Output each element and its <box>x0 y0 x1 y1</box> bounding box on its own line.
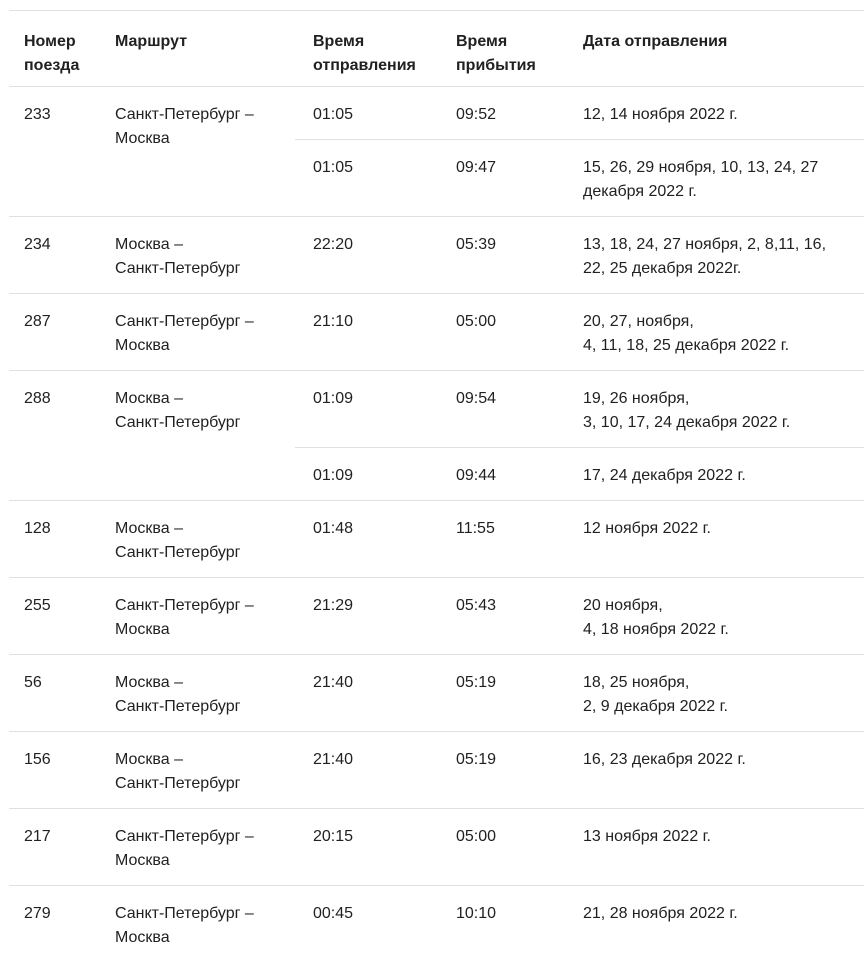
departure-dates <box>583 748 844 772</box>
departure-dates <box>583 387 844 435</box>
train-number: 56 <box>24 674 42 691</box>
train-number: 234 <box>24 236 51 253</box>
schedule-leg <box>295 732 864 784</box>
row-legs <box>295 655 864 731</box>
row-legs <box>295 371 864 500</box>
text-line: Санкт-Петербург – <box>115 905 254 922</box>
column-header-departure-time <box>295 30 456 78</box>
table-row <box>9 731 864 808</box>
table-row <box>9 293 864 370</box>
text-line: Номер <box>24 33 76 50</box>
train-route <box>115 655 295 731</box>
train-number: 156 <box>24 751 51 768</box>
text-line: Санкт-Петербург <box>115 544 241 561</box>
text-line: прибытия <box>456 57 536 74</box>
arrival-time: 05:00 <box>456 313 497 330</box>
text-line: Время <box>313 33 365 50</box>
departure-time: 01:05 <box>313 159 354 176</box>
departure-dates <box>583 310 844 358</box>
table-row <box>9 370 864 500</box>
schedule-leg <box>295 578 864 654</box>
train-route <box>115 732 295 808</box>
schedule-leg <box>295 886 864 938</box>
text-line: 4, 18 ноября 2022 г. <box>583 621 729 638</box>
text-line: 22, 25 декабря 2022г. <box>583 260 742 277</box>
departure-time: 21:40 <box>313 674 354 691</box>
row-legs <box>295 809 864 885</box>
text-line: Москва <box>115 621 170 638</box>
text-line: 12 ноября 2022 г. <box>583 520 711 537</box>
row-legs <box>295 578 864 654</box>
column-header-arrival-time <box>456 30 583 78</box>
arrival-time: 05:19 <box>456 674 497 691</box>
text-line: 15, 26, 29 ноября, 10, 13, 24, 27 <box>583 159 819 176</box>
schedule-leg <box>295 217 864 293</box>
text-line: 2, 9 декабря 2022 г. <box>583 698 728 715</box>
column-header-departure-date <box>583 30 864 78</box>
row-legs <box>295 217 864 293</box>
schedule-leg <box>295 655 864 731</box>
departure-dates <box>583 103 844 127</box>
arrival-time: 05:39 <box>456 236 497 253</box>
departure-dates <box>583 671 844 719</box>
text-line: Москва – <box>115 751 183 768</box>
train-route <box>115 886 295 960</box>
train-number: 288 <box>24 390 51 407</box>
departure-dates <box>583 464 844 488</box>
text-line: Маршрут <box>115 33 188 50</box>
text-line: Москва – <box>115 390 183 407</box>
row-legs <box>295 87 864 216</box>
departure-time: 22:20 <box>313 236 354 253</box>
departure-time: 00:45 <box>313 905 354 922</box>
train-schedule-table <box>9 10 864 960</box>
schedule-leg <box>295 447 864 500</box>
table-row <box>9 87 864 216</box>
table-row <box>9 216 864 293</box>
departure-time: 01:09 <box>313 390 354 407</box>
column-header-route <box>115 30 295 78</box>
schedule-leg <box>295 294 864 370</box>
schedule-leg <box>295 87 864 139</box>
departure-dates <box>583 825 844 849</box>
train-route <box>115 578 295 654</box>
table-row <box>9 500 864 577</box>
text-line: 4, 11, 18, 25 декабря 2022 г. <box>583 337 790 354</box>
text-line: отправления <box>313 57 416 74</box>
text-line: 16, 23 декабря 2022 г. <box>583 751 746 768</box>
departure-time: 01:48 <box>313 520 354 537</box>
departure-time: 01:05 <box>313 106 354 123</box>
departure-dates <box>583 517 844 541</box>
train-route <box>115 371 295 500</box>
train-number: 279 <box>24 905 51 922</box>
text-line: Москва – <box>115 674 183 691</box>
text-line: Москва – <box>115 236 183 253</box>
train-route <box>115 294 295 370</box>
departure-dates <box>583 156 844 204</box>
text-line: Москва <box>115 852 170 869</box>
train-route <box>115 809 295 885</box>
arrival-time: 05:19 <box>456 751 497 768</box>
text-line: декабря 2022 г. <box>583 183 697 200</box>
train-number: 255 <box>24 597 51 614</box>
schedule-leg <box>295 809 864 861</box>
text-line: 3, 10, 17, 24 декабря 2022 г. <box>583 414 791 431</box>
train-number: 287 <box>24 313 51 330</box>
arrival-time: 09:52 <box>456 106 497 123</box>
row-legs <box>295 501 864 577</box>
train-route <box>115 501 295 577</box>
arrival-time: 05:43 <box>456 597 497 614</box>
table-row <box>9 654 864 731</box>
schedule-leg <box>295 139 864 216</box>
table-row <box>9 577 864 654</box>
train-number: 217 <box>24 828 51 845</box>
text-line: Москва – <box>115 520 183 537</box>
departure-time: 21:40 <box>313 751 354 768</box>
text-line: Санкт-Петербург <box>115 698 241 715</box>
departure-time: 21:10 <box>313 313 354 330</box>
table-header <box>9 10 864 87</box>
arrival-time: 10:10 <box>456 905 497 922</box>
schedule-leg <box>295 501 864 553</box>
train-route <box>115 87 295 216</box>
table-row <box>9 885 864 960</box>
text-line: 12, 14 ноября 2022 г. <box>583 106 738 123</box>
text-line: Москва <box>115 337 170 354</box>
text-line: Санкт-Петербург – <box>115 313 254 330</box>
text-line: Санкт-Петербург <box>115 775 241 792</box>
text-line: Время <box>456 33 508 50</box>
departure-time: 20:15 <box>313 828 354 845</box>
text-line: Санкт-Петербург <box>115 414 241 431</box>
text-line: Москва <box>115 130 170 147</box>
text-line: Санкт-Петербург – <box>115 106 254 123</box>
row-legs <box>295 294 864 370</box>
departure-dates <box>583 902 844 926</box>
departure-dates <box>583 594 844 642</box>
text-line: Москва <box>115 929 170 946</box>
train-number: 128 <box>24 520 51 537</box>
text-line: 21, 28 ноября 2022 г. <box>583 905 738 922</box>
arrival-time: 11:55 <box>456 520 495 537</box>
text-line: Санкт-Петербург – <box>115 828 254 845</box>
arrival-time: 09:44 <box>456 467 497 484</box>
table-body <box>9 87 864 960</box>
text-line: Санкт-Петербург <box>115 260 241 277</box>
row-legs <box>295 732 864 808</box>
arrival-time: 09:54 <box>456 390 497 407</box>
departure-dates <box>583 233 844 281</box>
table-row <box>9 808 864 885</box>
text-line: Санкт-Петербург – <box>115 597 254 614</box>
text-line: 19, 26 ноября, <box>583 390 690 407</box>
row-legs <box>295 886 864 960</box>
text-line: 20, 27, ноября, <box>583 313 694 330</box>
text-line: 13 ноября 2022 г. <box>583 828 711 845</box>
text-line: поезда <box>24 57 80 74</box>
train-route <box>115 217 295 293</box>
schedule-leg <box>295 371 864 447</box>
departure-time: 21:29 <box>313 597 354 614</box>
text-line: 18, 25 ноября, <box>583 674 690 691</box>
arrival-time: 05:00 <box>456 828 497 845</box>
text-line: 20 ноября, <box>583 597 663 614</box>
column-header-train-number <box>9 30 115 78</box>
departure-time: 01:09 <box>313 467 354 484</box>
text-line: 17, 24 декабря 2022 г. <box>583 467 746 484</box>
text-line: 13, 18, 24, 27 ноября, 2, 8,11, 16, <box>583 236 827 253</box>
text-line: Дата отправления <box>583 33 728 50</box>
arrival-time: 09:47 <box>456 159 497 176</box>
train-number: 233 <box>24 106 51 123</box>
